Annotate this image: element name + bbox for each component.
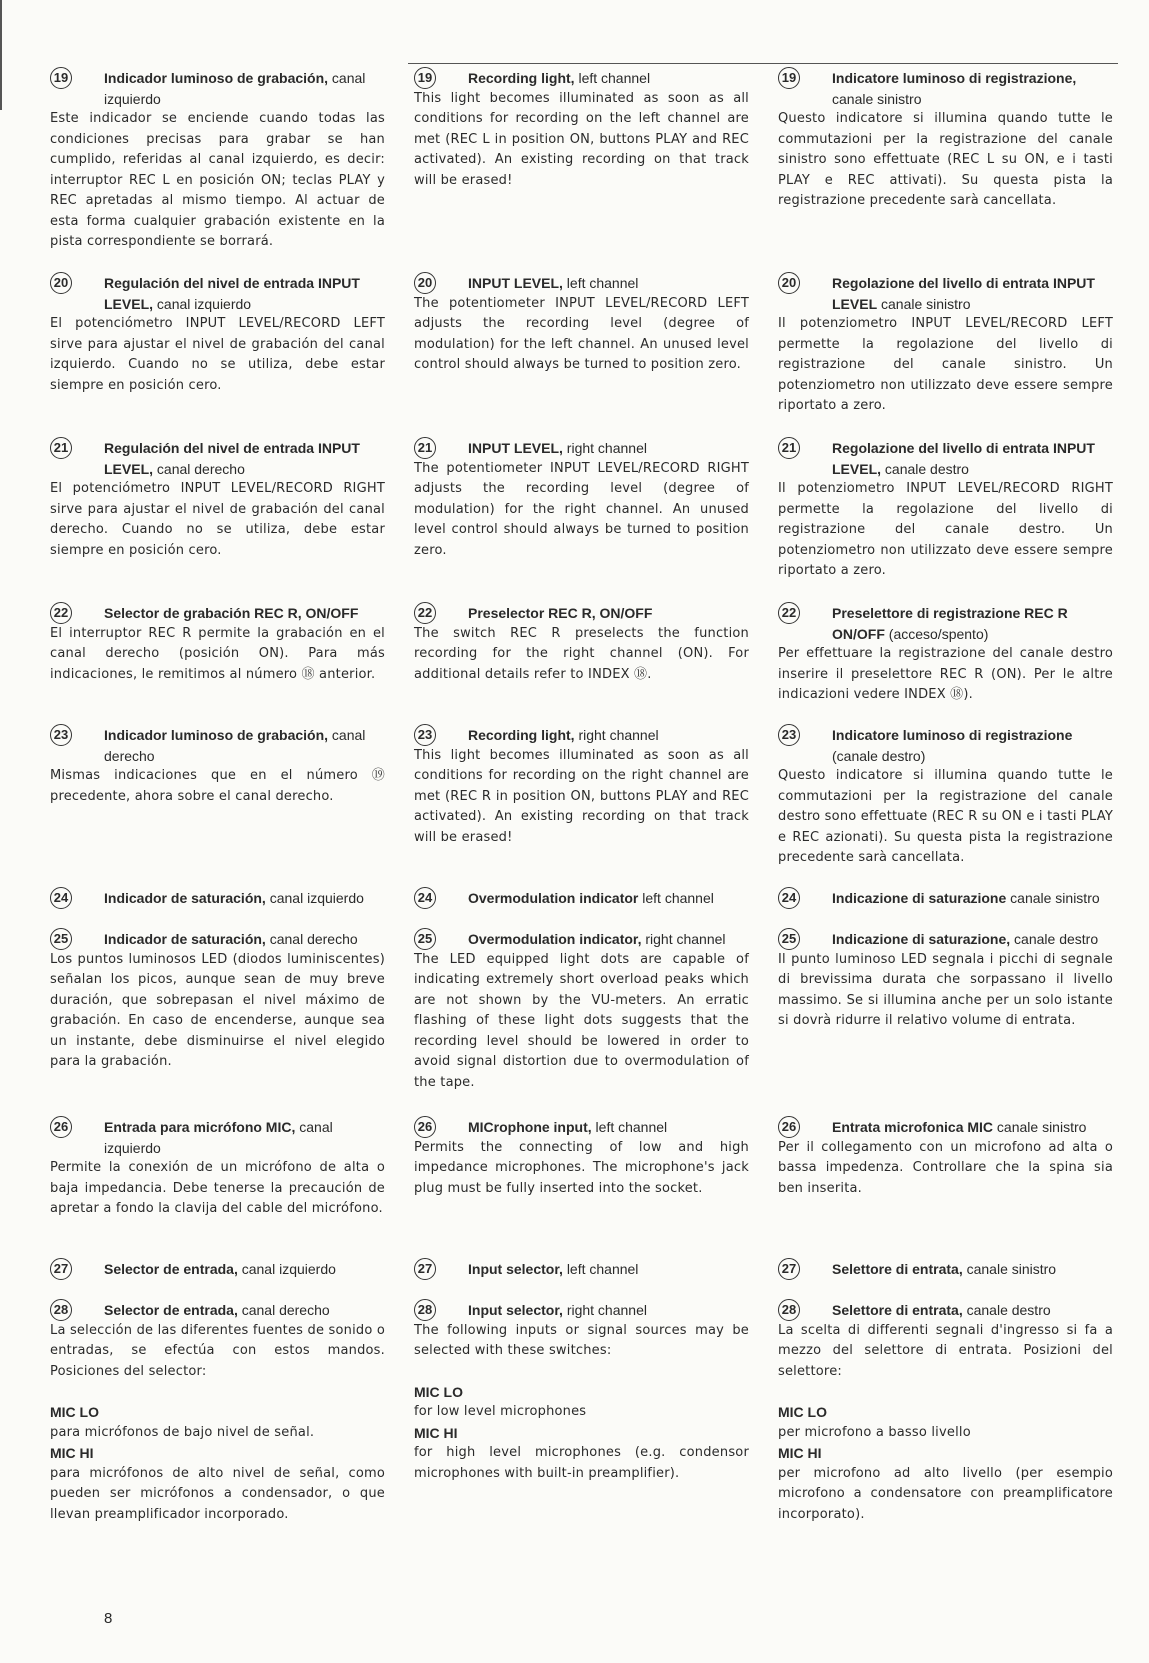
option-description: para micrófonos de bajo nivel de señal. xyxy=(50,1424,315,1440)
item-description: Il punto luminoso LED segnala i picchi di segnale di brevissima durata che sorpassano il livello massimo. Se si illumina anche per un solo istante si dovrà ridurre il relativo volume di entrata. xyxy=(778,951,1113,1028)
section-23 xyxy=(50,725,385,807)
item-title: Indicador luminoso de grabación, xyxy=(104,727,329,743)
section-heading xyxy=(50,1117,385,1158)
item-title: Indicatore luminoso di registrazione, xyxy=(832,70,1077,86)
item-subtitle: canal derecho xyxy=(104,727,366,764)
item-number: 25 xyxy=(50,928,72,950)
section-21 xyxy=(50,438,385,561)
option-description: per microfono a basso livello xyxy=(778,1424,971,1440)
section-heading xyxy=(778,68,1113,109)
item-subtitle: canal izquierdo xyxy=(269,890,364,906)
item-number: 28 xyxy=(50,1299,72,1321)
item-title: Overmodulation indicator, xyxy=(468,931,642,947)
item-subtitle: canal derecho xyxy=(269,931,358,947)
item-description: La scelta di differenti segnali d'ingresso si fa a mezzo del selettore di entrata. Posizioni del selettore: xyxy=(778,1322,1113,1379)
item-title: Regulación del nivel de entrada INPUT LEVEL, xyxy=(104,275,360,312)
section-heading xyxy=(778,725,1113,766)
item-subtitle: canal izquierdo xyxy=(104,1119,333,1156)
option-label: MIC LO xyxy=(778,1404,827,1420)
item-title: Input selector, xyxy=(468,1302,563,1318)
option-label: MIC LO xyxy=(414,1383,463,1400)
item-title: Indicatore luminoso di registrazione xyxy=(832,727,1073,743)
item-title: INPUT LEVEL, xyxy=(468,440,563,456)
section-heading xyxy=(414,1117,749,1138)
item-description: Permits the connecting of low and high impedance microphones. The microphone's jack plug must be fully inserted into the socket. xyxy=(414,1139,749,1196)
section-heading xyxy=(50,888,385,909)
item-title: Selettore di entrata, xyxy=(832,1261,963,1277)
item-description: Mismas indicaciones que en el número ⑲ precedente, ahora sobre el canal derecho. xyxy=(50,768,385,804)
section-25 xyxy=(778,929,1113,1032)
item-number: 19 xyxy=(778,67,800,89)
item-description: El potenciómetro INPUT LEVEL/RECORD LEFT sirve para ajustar el nivel de grabación del canal izquierdo. Cuando no se utiliza, debe estar siempre en posición cero. xyxy=(50,316,385,393)
item-number: 22 xyxy=(50,602,72,624)
option-description: for high level microphones (e.g. condensor microphones with built-in preamplifier). xyxy=(414,1445,749,1481)
item-title: MICrophone input, xyxy=(468,1119,592,1135)
item-number: 23 xyxy=(50,724,72,746)
section-19 xyxy=(778,68,1113,212)
section-heading xyxy=(50,725,385,766)
item-number: 24 xyxy=(414,887,436,909)
item-number: 23 xyxy=(414,724,436,746)
item-subtitle: canale destro xyxy=(884,460,969,477)
item-description: El interruptor REC R permite la grabación en el canal derecho (posición ON). Para más indicaciones, le remitimos al número ⑱ anterior. xyxy=(50,625,385,682)
item-title: Regulación del nivel de entrada INPUT LEVEL, xyxy=(104,440,360,477)
item-title: Indicazione di saturazione, xyxy=(832,931,1011,947)
item-number: 20 xyxy=(414,272,436,294)
option-label: MIC HI xyxy=(778,1445,822,1461)
top-rule xyxy=(408,63,1118,64)
section-28 xyxy=(778,1300,1113,1525)
section-heading xyxy=(414,273,749,294)
item-description: Questo indicatore si illumina quando tutte le commutazioni per la registrazione del canale sinistro sono effettuate (REC L su ON, e i tasti PLAY e REC attivati). Su questa pista la registrazione precedente sarà cancellata. xyxy=(778,111,1113,208)
item-subtitle: canal izquierdo xyxy=(241,1261,336,1277)
item-subtitle: (acceso/spento) xyxy=(888,625,989,642)
item-subtitle: left channel xyxy=(566,275,639,291)
item-subtitle: left channel xyxy=(642,890,714,906)
item-number: 28 xyxy=(778,1299,800,1321)
item-description: Permite la conexión de un micrófono de alta o baja impedancia. Debe tenerse la precaución de apretar a fondo la clavija del cable del micrófono. xyxy=(50,1160,385,1216)
item-description: Per il collegamento con un microfono ad alta o bassa impedenza. Controllare che la spina sia ben inserita. xyxy=(778,1139,1113,1196)
section-26 xyxy=(414,1117,749,1199)
item-description: Los puntos luminosos LED (diodos luminiscentes) señalan los picos, aunque sean de muy breve duración, que sobrepasan el nivel máximo de grabación. En caso de encenderse, aunque sea un instante, debe disminuirse el nivel elegido para la grabación. xyxy=(50,951,385,1069)
section-heading xyxy=(778,273,1113,314)
item-description: This light becomes illuminated as soon as all conditions for recording on the right channel are met (REC R in position ON, buttons PLAY and REC activated). An existing recording on that track will be erased! xyxy=(414,747,749,845)
item-subtitle: canal izquierdo xyxy=(104,70,366,107)
section-28 xyxy=(50,1300,385,1525)
section-heading xyxy=(778,1259,1113,1280)
item-description: El potenciómetro INPUT LEVEL/RECORD RIGHT sirve para ajustar el nivel de grabación del canal derecho. Cuando no se utiliza, debe estar siempre en posición cero. xyxy=(50,481,385,558)
item-subtitle: canal izquierdo xyxy=(156,295,252,312)
item-description: The potentiometer INPUT LEVEL/RECORD LEFT adjusts the recording level (degree of modulation) for the left channel. An unused level control should always be turned to position zero. xyxy=(414,295,749,372)
item-number: 19 xyxy=(414,67,436,89)
item-description: This light becomes illuminated as soon as all conditions for recording on the left channel are met (REC L in position ON, buttons PLAY and REC activated). An existing recording on that track will be erased! xyxy=(414,90,749,188)
item-number: 22 xyxy=(414,602,436,624)
section-heading xyxy=(50,68,385,109)
page-edge-line xyxy=(0,0,2,110)
section-26 xyxy=(50,1117,385,1220)
section-28 xyxy=(414,1300,749,1484)
section-heading xyxy=(778,438,1113,479)
item-title: Recording light, xyxy=(468,70,575,86)
section-heading xyxy=(414,1259,749,1280)
item-subtitle: canale sinistro xyxy=(881,295,971,312)
item-number: 21 xyxy=(414,437,436,459)
section-22 xyxy=(414,603,749,685)
section-heading xyxy=(414,603,749,624)
item-title: Indicador de saturación, xyxy=(104,890,266,906)
section-heading xyxy=(778,1300,1113,1321)
item-subtitle: right channel xyxy=(578,727,659,743)
item-title: Overmodulation indicator xyxy=(468,890,639,906)
section-26 xyxy=(778,1117,1113,1199)
item-number: 20 xyxy=(778,272,800,294)
section-heading xyxy=(778,603,1113,644)
item-subtitle: left channel xyxy=(595,1119,668,1135)
item-number: 28 xyxy=(414,1299,436,1321)
option-label: MIC LO xyxy=(50,1404,99,1420)
item-number: 25 xyxy=(414,928,436,950)
section-20 xyxy=(50,273,385,396)
item-title: Regolazione del livello di entrata INPUT LEVEL, xyxy=(832,440,1095,477)
item-title: Selector de entrada, xyxy=(104,1302,238,1318)
item-subtitle: canal derecho xyxy=(241,1302,330,1318)
section-heading xyxy=(50,1300,385,1321)
section-24 xyxy=(778,888,1113,909)
item-subtitle: canale sinistro xyxy=(996,1119,1087,1135)
section-heading xyxy=(414,68,749,89)
item-title: Selector de grabación REC R, ON/OFF xyxy=(104,605,359,621)
item-title: Indicador luminoso de grabación, xyxy=(104,70,329,86)
section-25 xyxy=(50,929,385,1073)
section-27 xyxy=(414,1259,749,1280)
item-subtitle: (canale destro) xyxy=(832,747,926,764)
item-description: The switch REC R preselects the function recording for the right channel (ON). For additional details refer to INDEX ⑱. xyxy=(414,625,749,682)
item-title: Selector de entrada, xyxy=(104,1261,238,1277)
item-description: The potentiometer INPUT LEVEL/RECORD RIGHT adjusts the recording level (degree of modulation) for the right channel. An unused level control should always be turned to position zero. xyxy=(414,460,749,558)
section-22 xyxy=(50,603,385,685)
section-heading xyxy=(414,929,749,950)
item-description: Il potenziometro INPUT LEVEL/RECORD RIGHT permette la regolazione del livello di registrazione del canale destro. Un potenziometro non utilizzato deve essere sempre riportato a zero. xyxy=(778,481,1113,578)
item-description: Per effettuare la registrazione del canale destro inserire il preselettore REC R (ON). Per le altre indicazioni vedere INDEX ⑱). xyxy=(778,646,1113,702)
item-description: The following inputs or signal sources may be selected with these switches: xyxy=(414,1322,749,1358)
option-label: MIC HI xyxy=(414,1424,458,1441)
item-number: 26 xyxy=(414,1116,436,1138)
item-title: Entrata microfonica MIC xyxy=(832,1119,994,1135)
section-heading xyxy=(50,273,385,314)
section-19 xyxy=(50,68,385,253)
item-subtitle: right channel xyxy=(645,931,726,947)
option-description: per microfono ad alto livello (per esempio microfono a condensatore con preamplificatore incorporato). xyxy=(778,1465,1113,1522)
item-description: Questo indicatore si illumina quando tutte le commutazioni per la registrazione del canale destro sono effettuate (REC R su ON e i tasti PLAY e REC azionati). Su questa pista la registrazione precedente sarà cancellata. xyxy=(778,768,1113,865)
option-label: MIC HI xyxy=(50,1445,94,1461)
option-description: for low level microphones xyxy=(414,1404,587,1419)
item-description: La selección de las diferentes fuentes de sonido o entradas, se efectúa con estos mandos. Posiciones del selector: xyxy=(50,1322,385,1379)
item-number: 23 xyxy=(778,724,800,746)
item-subtitle: left channel xyxy=(566,1261,639,1277)
item-title: Indicazione di saturazione xyxy=(832,890,1007,906)
item-subtitle: canale sinistro xyxy=(966,1261,1057,1277)
item-number: 24 xyxy=(778,887,800,909)
section-23 xyxy=(778,725,1113,869)
section-22 xyxy=(778,603,1113,706)
section-heading xyxy=(778,888,1113,909)
section-24 xyxy=(50,888,385,909)
section-heading xyxy=(414,1300,749,1321)
item-number: 27 xyxy=(778,1258,800,1280)
item-subtitle: canale sinistro xyxy=(832,90,922,107)
section-heading xyxy=(414,888,749,909)
item-number: 21 xyxy=(50,437,72,459)
option-description: para micrófonos de alto nivel de señal, como pueden ser micrófonos a condensador, o que llevan preamplificador incorporado. xyxy=(50,1465,385,1522)
item-subtitle: right channel xyxy=(566,440,647,456)
item-subtitle: canal derecho xyxy=(156,460,245,477)
item-title: Preselector REC R, ON/OFF xyxy=(468,605,653,621)
item-subtitle: canale destro xyxy=(966,1302,1051,1318)
section-20 xyxy=(778,273,1113,417)
section-21 xyxy=(778,438,1113,582)
section-23 xyxy=(414,725,749,848)
item-number: 20 xyxy=(50,272,72,294)
item-title: Input selector, xyxy=(468,1261,563,1277)
section-20 xyxy=(414,273,749,376)
item-subtitle: canale sinistro xyxy=(1010,890,1100,906)
item-number: 24 xyxy=(50,887,72,909)
item-description: Este indicador se enciende cuando todas las condiciones precisas para grabar se han cumplido, referidas al canal izquierdo, es decir: interruptor REC L en posición ON; teclas PLAY y REC apretadas al mismo tiempo. Al actuar de esta forma cualquier grabación existente en la pista correspondiente se borrará. xyxy=(50,111,385,249)
item-title: INPUT LEVEL, xyxy=(468,275,563,291)
item-number: 27 xyxy=(414,1258,436,1280)
item-subtitle: canale destro xyxy=(1014,931,1099,947)
section-25 xyxy=(414,929,749,1093)
section-heading xyxy=(414,438,749,459)
section-heading xyxy=(50,603,385,624)
item-subtitle: left channel xyxy=(578,70,651,86)
item-subtitle: right channel xyxy=(566,1302,647,1318)
section-heading xyxy=(50,438,385,479)
section-19 xyxy=(414,68,749,191)
item-number: 26 xyxy=(50,1116,72,1138)
section-21 xyxy=(414,438,749,561)
page-number: 8 xyxy=(104,1610,113,1627)
item-title: Entrada para micrófono MIC, xyxy=(104,1119,296,1135)
section-24 xyxy=(414,888,749,909)
item-number: 25 xyxy=(778,928,800,950)
item-description: The LED equipped light dots are capable of indicating extremely short overload peaks which are not shown by the VU-meters. An erratic flashing of these light dots suggests that the recording level should be lowered in order to avoid signal distortion due to overmodulation of the tape. xyxy=(414,951,749,1090)
item-title: Selettore di entrata, xyxy=(832,1302,963,1318)
section-heading xyxy=(50,929,385,950)
item-title: Recording light, xyxy=(468,727,575,743)
item-title: Preselettore di registrazione REC R ON/OFF xyxy=(832,605,1068,642)
section-heading xyxy=(778,929,1113,950)
section-heading xyxy=(50,1259,385,1280)
item-number: 21 xyxy=(778,437,800,459)
item-title: Regolazione del livello di entrata INPUT LEVEL xyxy=(832,275,1095,312)
section-heading xyxy=(778,1117,1113,1138)
item-description: Il potenziometro INPUT LEVEL/RECORD LEFT permette la regolazione del livello di registrazione del canale sinistro. Un potenziometro non utilizzato deve essere sempre riportato a zero. xyxy=(778,316,1113,413)
item-number: 19 xyxy=(50,67,72,89)
item-title: Indicador de saturación, xyxy=(104,931,266,947)
item-number: 27 xyxy=(50,1258,72,1280)
section-heading xyxy=(414,725,749,746)
item-number: 22 xyxy=(778,602,800,624)
item-number: 26 xyxy=(778,1116,800,1138)
section-27 xyxy=(778,1259,1113,1280)
section-27 xyxy=(50,1259,385,1280)
